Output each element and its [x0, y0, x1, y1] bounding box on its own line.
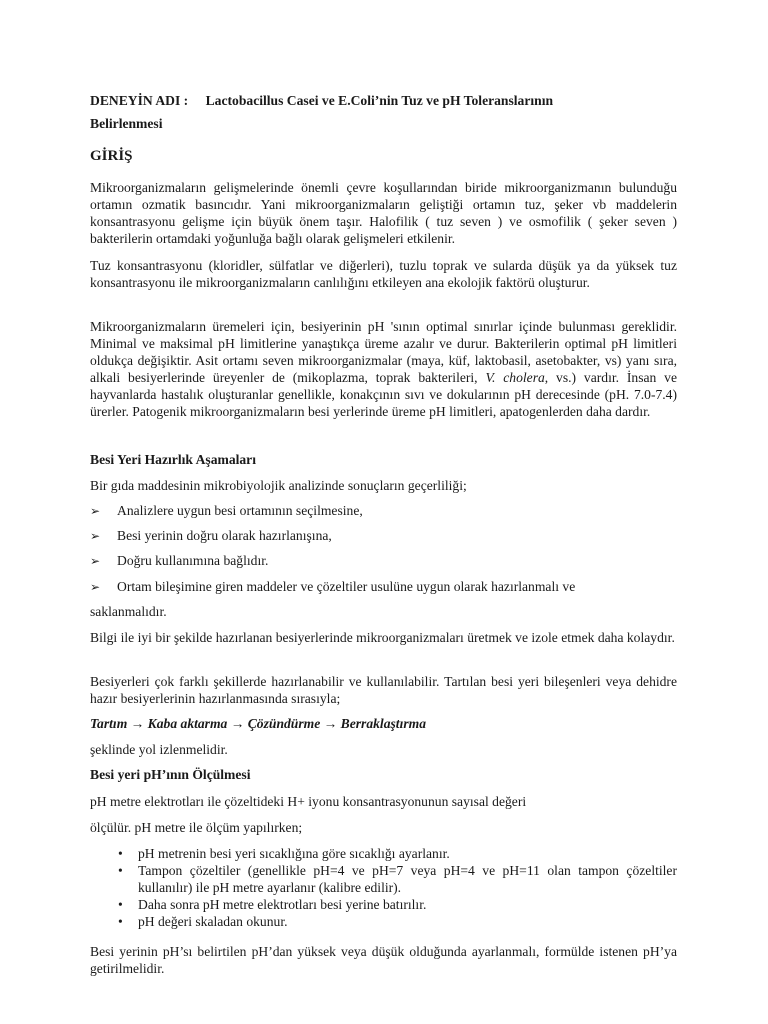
list-item: • pH değeri skaladan okunur.: [118, 914, 288, 929]
list-item: • Tampon çözeltiler (genellikle pH=4 ve pH=7 veya pH=4 ve pH=11 olan tampon çözeltiler kullanılır) ile pH metre ayarlanır (kalibre edilir).: [118, 863, 677, 895]
paragraph-ph-part-2: , vs.) vardır. İnsan ve hayvanlarda hastalık oluşturanlar genellikle, konakçının sıvı ve dokularının pH derecesinde (pH. 7.0-7.4) ürerler. Patogenik mikroorganizmaların besi yerlerinde üreme pH limitleri, apatogenlerden daha dardır.: [90, 370, 678, 419]
paragraph-ways: Besiyerleri çok farklı şekillerde hazırlanabilir ve kullanılabilir. Tartılan besi yeri bileşenleri veya dehidre hazır besiyerlerinin hazırlanmasında sırasıyla;: [90, 674, 677, 706]
bullet-icon: •: [118, 863, 123, 878]
paragraph-salt: Tuz konsantrasyonu (kloridler, sülfatlar ve diğerleri), tuzlu toprak ve sularda düşük ya da yüksek tuz konsantrasyonu ile mikroorganizmaların canlılığını etkileyen ana ekolojik faktörü oluşturur.: [90, 258, 677, 290]
bullet-icon: •: [118, 846, 123, 861]
ph-line-1: pH metre elektrotları ile çözeltideki H+ iyonu konsantrasyonunun sayısal değeri: [90, 794, 527, 809]
arrow-bullet-icon: ➢: [90, 580, 101, 594]
list-item: ➢ Doğru kullanımına bağlıdır.: [90, 553, 269, 568]
paragraph-info: Bilgi ile iyi bir şekilde hazırlanan besiyerlerinde mikroorganizmaları üretmek ve izole etmek daha kolaydır.: [90, 630, 675, 645]
list-item: ➢ Analizlere uygun besi ortamının seçilmesine,: [90, 503, 363, 518]
paragraph-ph: [90, 318, 677, 420]
ph-steps-list: [90, 845, 677, 930]
ph-heading: Besi yeri pH’ının Ölçülmesi: [90, 767, 251, 782]
paragraph-osmotic: Mikroorganizmaların gelişmelerinde önemli çevre koşullarından biride mikroorganizmanın bulunduğu ortamın ozmatik basıncıdır. Yani mikroorganizmaların geliştiği ortamın tuz, şeker vb maddelerin konsantrasyonu gelişme için büyük önem taşır. Halofilik ( tuz seven ) ve osmofilik ( şeker seven ) bakterilerin ortamdaki yoğunluğa bağlı olarak gelişmeleri etkilenir.: [90, 180, 677, 246]
intro-heading: GİRİŞ: [90, 148, 133, 164]
paragraph-ph-part-1: Mikroorganizmaların üremeleri için, besiyerinin pH 'sının optimal sınırlar içinde bulunması gereklidir. Minimal ve maksimal pH limitlerine yanaştıkça üreme azalır ve durur. Bakterilerin optimal pH limitleri oldukça değişiktir. Asit ortamı seven mikroorganizmalar (maya, küf, laktobasil, asetobakter, vs) yanı sıra, alkali besiyerlerinde üreyenler de (mikoplazma, toprak bakterileri,: [90, 319, 677, 385]
list-item: ➢ Ortam bileşimine giren maddeler ve çözeltiler usulüne uygun olarak hazırlanmalı ve: [90, 579, 576, 594]
ph-closing-paragraph: Besi yerinin pH’sı belirtilen pH’dan yüksek veya düşük olduğunda ayarlanmalı, formülde istenen pH’ya getirilmelidir.: [90, 944, 677, 976]
arrow-bullet-icon: ➢: [90, 529, 101, 543]
prep-lead: Bir gıda maddesinin mikrobiyolojik analizinde sonuçların geçerliliği;: [90, 478, 467, 493]
arrow-bullet-icon: ➢: [90, 504, 101, 518]
list-continuation: saklanmalıdır.: [90, 604, 167, 619]
formula-follow-up: şeklinde yol izlenmelidir.: [90, 742, 228, 757]
title-line-2: Belirlenmesi: [90, 116, 163, 131]
title-label: DENEYİN ADI :: [90, 93, 189, 108]
list-item: ➢ Besi yerinin doğru olarak hazırlanışına,: [90, 528, 332, 543]
ph-line-2: ölçülür. pH metre ile ölçüm yapılırken;: [90, 820, 303, 835]
arrow-bullet-icon: ➢: [90, 554, 101, 568]
list-item: • pH metrenin besi yeri sıcaklığına göre sıcaklığı ayarlanır.: [118, 846, 450, 861]
species-name: V. cholera: [485, 370, 545, 385]
preparation-steps-formula: Tartım → Kaba aktarma → Çözündürme → Berraklaştırma: [90, 716, 427, 731]
bullet-icon: •: [118, 914, 123, 929]
list-item: • Daha sonra pH metre elektrotları besi yerine batırılır.: [118, 897, 427, 912]
experiment-title: [90, 89, 677, 135]
bullet-icon: •: [118, 897, 123, 912]
prep-heading: Besi Yeri Hazırlık Aşamaları: [90, 452, 256, 467]
title-line-1: Lactobacillus Casei ve E.Coli’nin Tuz ve pH Toleranslarının: [205, 93, 554, 108]
